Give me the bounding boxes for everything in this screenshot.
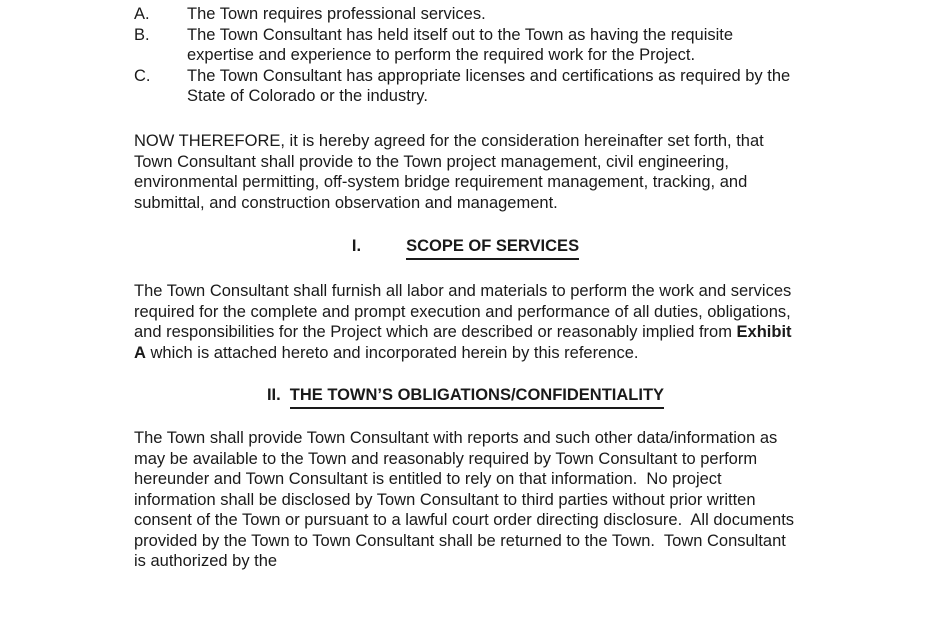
section-title: THE TOWN’S OBLIGATIONS/CONFIDENTIALITY: [290, 385, 664, 409]
now-therefore-paragraph: NOW THEREFORE, it is hereby agreed for the consideration hereinafter set forth, that Town Consultant shall provide to the Town project management, civil engineering, environmental permitting, off-system bridge requirement management, tracking, and submittal, and construction observation and management.: [134, 131, 769, 212]
recital-text-a: The Town requires professional services.: [187, 5, 486, 23]
list-item: [134, 25, 797, 66]
section-title: SCOPE OF SERVICES: [406, 236, 579, 260]
scope-text-before: The Town Consultant shall furnish all labor and materials to perform the work and services required for the complete and prompt execution and performance of all duties, obligations, and responsibilities for the Project which are described or reasonably implied from: [134, 281, 796, 342]
recital-text-b: The Town Consultant has held itself out to the Town as having the requisite expertise and experience to perform the required work for the Project.: [187, 25, 738, 65]
section-number: I.: [351, 237, 362, 256]
recital-label-b: B.: [134, 25, 150, 44]
recital-label-a: A.: [134, 5, 150, 23]
exhibit-a-reference: Exhibit A: [134, 323, 796, 362]
list-item: [134, 4, 797, 25]
recital-label-c: C.: [134, 66, 151, 85]
section-number: II.: [266, 386, 281, 405]
document-text-column: [134, 4, 797, 572]
towns-obligations-paragraph: The Town shall provide Town Consultant with reports and such other data/information as may be available to the Town and reasonably required by Town Consultant to perform hereunder and Town Consultant is entitled to rely on that information. No project information shall be disclosed by Town Consultant to third parties without prior written consent of the Town or pursuant to a lawful court order directing disclosure. All documents provided by the Town to Town Consultant shall be returned to the Town. Town Consultant is authorized by the: [134, 428, 799, 571]
scope-of-services-paragraph: [134, 281, 797, 363]
section-heading-towns-obligations: [134, 385, 797, 409]
scope-text-after: which is attached hereto and incorporated herein by this reference.: [145, 343, 639, 362]
recitals-list: [134, 4, 797, 107]
recital-text-c: The Town Consultant has appropriate licenses and certifications as required by the State of Colorado or the industry.: [187, 66, 795, 106]
list-item: [134, 66, 797, 107]
section-heading-scope-of-services: [134, 236, 797, 260]
